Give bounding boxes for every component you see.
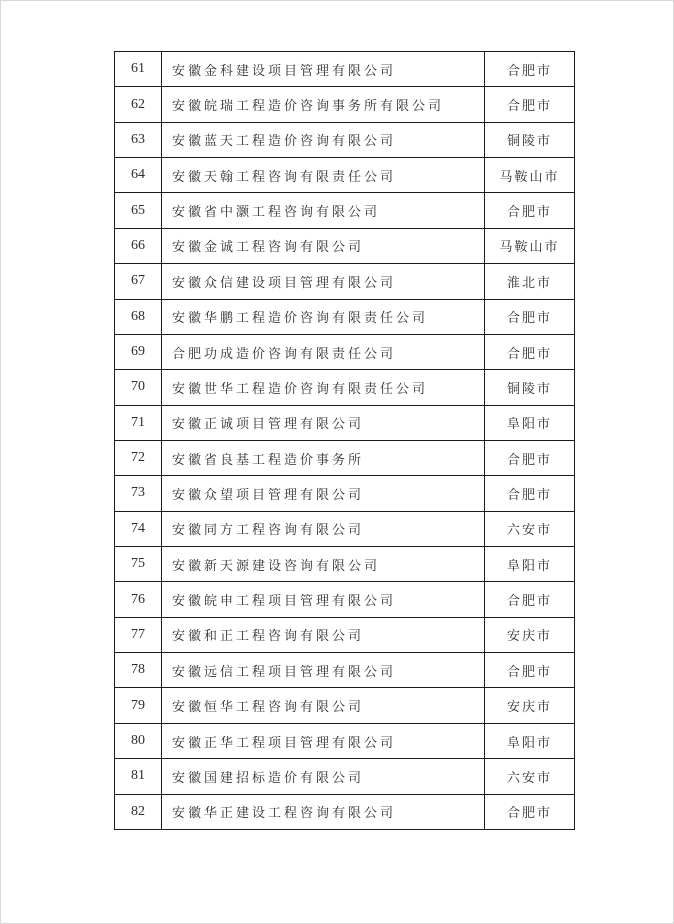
city-cell: 合肥市 [485,440,575,475]
city-cell: 淮北市 [485,264,575,299]
company-name-cell: 安徽省良基工程造价事务所 [162,440,485,475]
table-row [115,759,575,794]
row-number-cell: 61 [115,52,162,87]
company-name-cell: 安徽天翰工程咨询有限责任公司 [162,158,485,193]
row-number-cell: 69 [115,334,162,369]
city-cell: 合肥市 [485,476,575,511]
company-name-cell: 安徽世华工程造价咨询有限责任公司 [162,370,485,405]
city-cell: 合肥市 [485,334,575,369]
table-row [115,122,575,157]
company-name-cell: 安徽华鹏工程造价咨询有限责任公司 [162,299,485,334]
table-row [115,582,575,617]
city-cell: 六安市 [485,511,575,546]
city-cell: 合肥市 [485,582,575,617]
city-cell: 合肥市 [485,794,575,829]
row-number-cell: 66 [115,228,162,263]
company-name-cell: 安徽正华工程项目管理有限公司 [162,723,485,758]
row-number-cell: 75 [115,547,162,582]
table-row [115,653,575,688]
company-name-cell: 安徽金科建设项目管理有限公司 [162,52,485,87]
city-cell: 合肥市 [485,653,575,688]
company-name-cell: 安徽国建招标造价有限公司 [162,759,485,794]
table-row [115,52,575,87]
table-row [115,158,575,193]
company-name-cell: 安徽和正工程咨询有限公司 [162,617,485,652]
row-number-cell: 63 [115,122,162,157]
city-cell: 安庆市 [485,688,575,723]
table-row [115,511,575,546]
row-number-cell: 77 [115,617,162,652]
city-cell: 合肥市 [485,299,575,334]
company-name-cell: 合肥功成造价咨询有限责任公司 [162,334,485,369]
table-row [115,228,575,263]
row-number-cell: 62 [115,87,162,122]
company-name-cell: 安徽省中灏工程咨询有限公司 [162,193,485,228]
table-row [115,87,575,122]
row-number-cell: 81 [115,759,162,794]
company-name-cell: 安徽正诚项目管理有限公司 [162,405,485,440]
table-row [115,264,575,299]
city-cell: 合肥市 [485,193,575,228]
company-name-cell: 安徽恒华工程咨询有限公司 [162,688,485,723]
table-row [115,334,575,369]
city-cell: 阜阳市 [485,547,575,582]
company-table-body [115,52,575,830]
row-number-cell: 73 [115,476,162,511]
company-name-cell: 安徽蓝天工程造价咨询有限公司 [162,122,485,157]
table-row [115,688,575,723]
city-cell: 马鞍山市 [485,158,575,193]
row-number-cell: 67 [115,264,162,299]
table-row [115,476,575,511]
company-name-cell: 安徽同方工程咨询有限公司 [162,511,485,546]
company-name-cell: 安徽众信建设项目管理有限公司 [162,264,485,299]
row-number-cell: 64 [115,158,162,193]
table-row [115,299,575,334]
table-row [115,617,575,652]
city-cell: 马鞍山市 [485,228,575,263]
company-name-cell: 安徽新天源建设咨询有限公司 [162,547,485,582]
city-cell: 铜陵市 [485,122,575,157]
table-row [115,370,575,405]
city-cell: 合肥市 [485,87,575,122]
city-cell: 合肥市 [485,52,575,87]
city-cell: 阜阳市 [485,723,575,758]
city-cell: 铜陵市 [485,370,575,405]
company-list-table [114,51,575,830]
row-number-cell: 72 [115,440,162,475]
row-number-cell: 78 [115,653,162,688]
company-name-cell: 安徽金诚工程咨询有限公司 [162,228,485,263]
table-row [115,193,575,228]
table-row [115,547,575,582]
company-name-cell: 安徽皖申工程项目管理有限公司 [162,582,485,617]
row-number-cell: 70 [115,370,162,405]
row-number-cell: 74 [115,511,162,546]
row-number-cell: 82 [115,794,162,829]
table-row [115,723,575,758]
company-name-cell: 安徽远信工程项目管理有限公司 [162,653,485,688]
table-row [115,794,575,829]
row-number-cell: 76 [115,582,162,617]
city-cell: 阜阳市 [485,405,575,440]
row-number-cell: 65 [115,193,162,228]
row-number-cell: 79 [115,688,162,723]
company-name-cell: 安徽众望项目管理有限公司 [162,476,485,511]
row-number-cell: 71 [115,405,162,440]
table-row [115,440,575,475]
company-name-cell: 安徽华正建设工程咨询有限公司 [162,794,485,829]
row-number-cell: 80 [115,723,162,758]
city-cell: 六安市 [485,759,575,794]
table-row [115,405,575,440]
row-number-cell: 68 [115,299,162,334]
company-name-cell: 安徽皖瑞工程造价咨询事务所有限公司 [162,87,485,122]
city-cell: 安庆市 [485,617,575,652]
